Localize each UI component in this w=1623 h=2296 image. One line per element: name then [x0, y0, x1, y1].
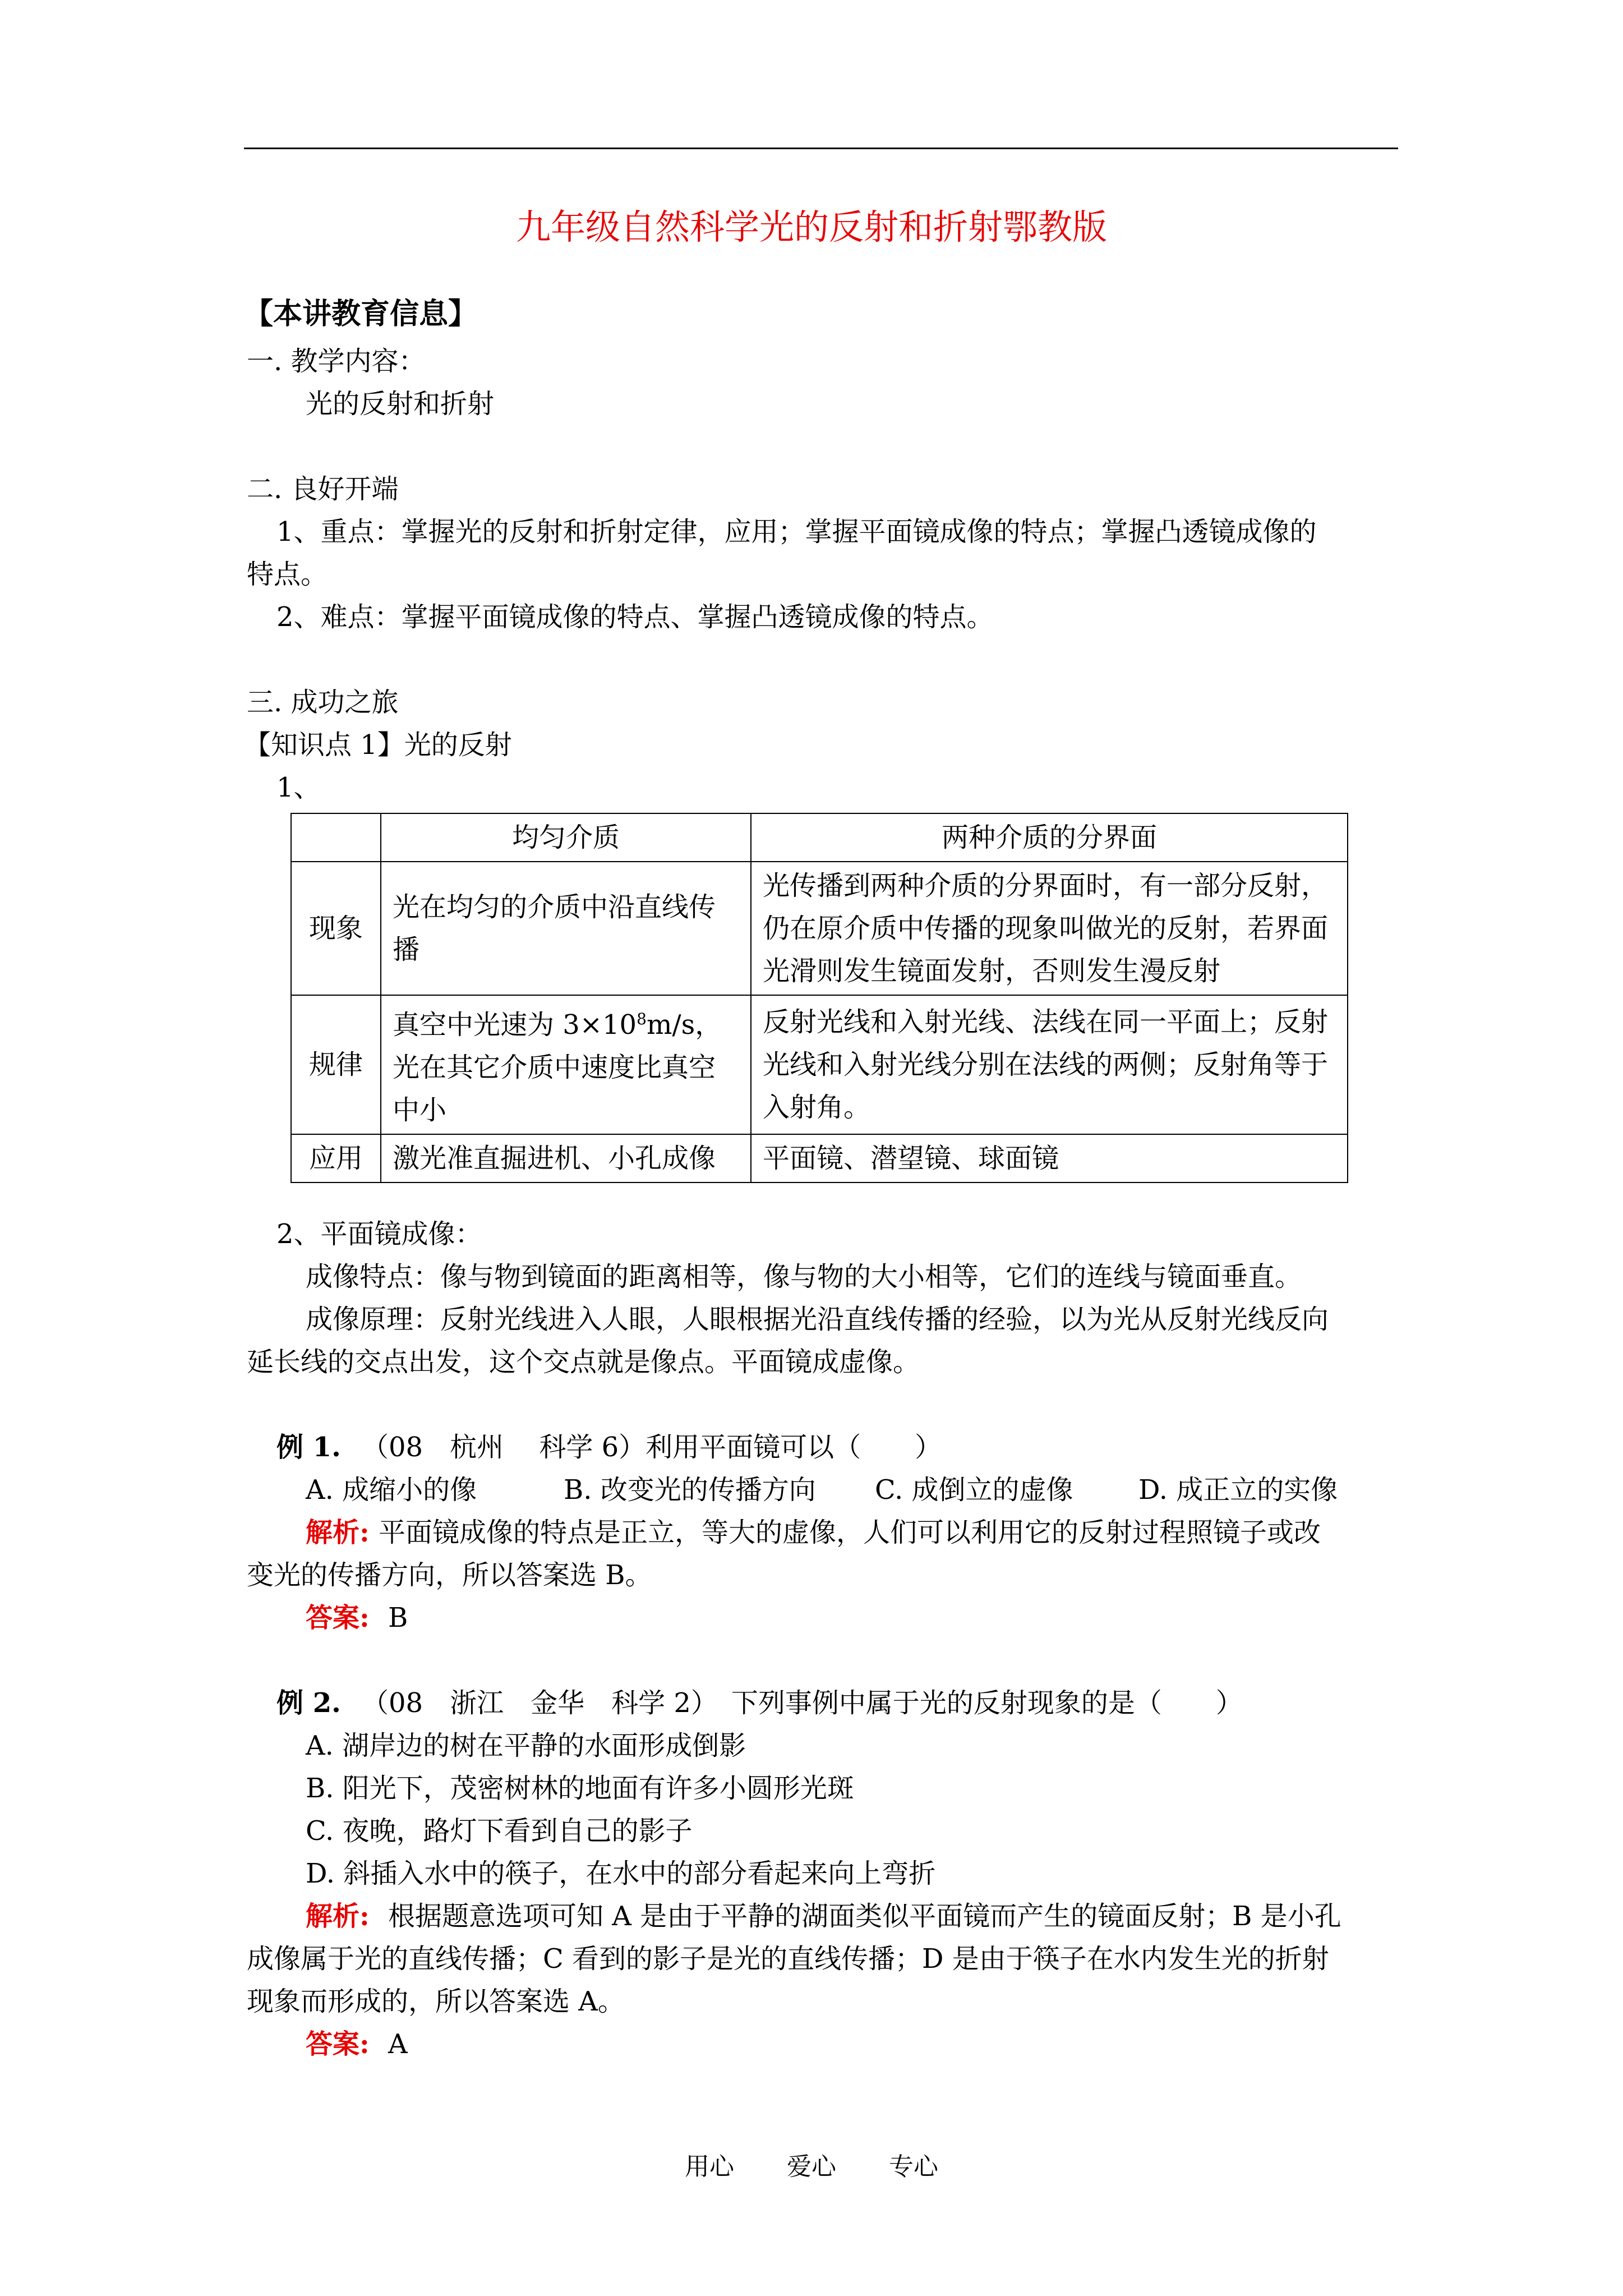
table-cell: 反射光线和入射光线、法线在同一平面上；反射光线和入射光线分别在法线的两侧；反射角等于入射角。 [751, 995, 1348, 1134]
footer-text: 爱心 [787, 2152, 836, 2181]
reflection-table [291, 813, 1348, 1183]
section-3-heading: 三. 成功之旅 [247, 687, 399, 718]
row-label: 规律 [291, 995, 381, 1134]
example-1-option-d: D. 成正立的实像 [1138, 1474, 1338, 1506]
footer-text: 专心 [889, 2152, 938, 2181]
example-1-option-a: A. 成缩小的像 [306, 1474, 477, 1506]
table-cell: 光传播到两种介质的分界面时，有一部分反射，仍在原介质中传播的现象叫做光的反射，若界面光滑则发生镜面发射，否则发生漫反射 [751, 862, 1348, 995]
table-header-cell [291, 813, 381, 862]
table-row [291, 995, 1348, 1134]
example-2-label: 例 2. [276, 1687, 341, 1719]
item-2-features: 成像特点：像与物到镜面的距离相等，像与物的大小相等，它们的连线与镜面垂直。 [306, 1261, 1302, 1292]
item-2-heading: 2、平面镜成像： [276, 1218, 482, 1250]
section-2-point-2: 2、难点：掌握平面镜成像的特点、掌握凸透镜成像的特点。 [276, 601, 994, 633]
exponent: 8 [637, 1010, 647, 1028]
example-2-analysis-label: 解析: [306, 1901, 370, 1932]
example-2-question: （08 浙江 金华 科学 2） 下列事例中属于光的反射现象的是（ ） [362, 1687, 1243, 1719]
footer-text: 用心 [685, 2152, 734, 2181]
example-1-analysis-label: 解析: [306, 1517, 370, 1548]
table-row [291, 862, 1348, 995]
example-1-label: 例 1. [276, 1432, 341, 1463]
example-2-option-c: C. 夜晚，路灯下看到自己的影子 [306, 1815, 693, 1847]
section-1-heading: 一. 教学内容： [247, 346, 426, 377]
example-1-question: （08 杭州 科学 6）利用平面镜可以（ ） [362, 1432, 942, 1463]
table-cell: 平面镜、潜望镜、球面镜 [751, 1134, 1348, 1182]
item-2-principle-cont: 延长线的交点出发，这个交点就是像点。平面镜成虚像。 [247, 1346, 920, 1378]
speed-text-cont: m/s，光在其它介质中速度比真空中小 [393, 1009, 722, 1126]
example-1-analysis: 平面镜成像的特点是正立，等大的虚像，人们可以利用它的反射过程照镜子或改 [379, 1517, 1321, 1548]
table-header-cell: 两种介质的分界面 [751, 813, 1348, 862]
table-header-cell: 均匀介质 [381, 813, 751, 862]
page-footer [0, 2147, 1623, 2187]
example-2-answer-label: 答案: [306, 2028, 370, 2060]
example-2-answer: A [388, 2028, 408, 2060]
section-2-point-1-cont: 特点。 [247, 559, 328, 590]
example-2-analysis-cont-2: 现象而形成的，所以答案选 A。 [247, 1986, 625, 2017]
example-2-option-b: B. 阳光下，茂密树林的地面有许多小圆形光斑 [306, 1773, 854, 1804]
header-rule [244, 148, 1398, 149]
page-title: 九年级自然科学光的反射和折射鄂教版 [515, 206, 1107, 247]
knowledge-point-1: 【知识点 1】光的反射 [244, 729, 512, 761]
info-header: 【本讲教育信息】 [244, 297, 478, 331]
table-header-row [291, 813, 1348, 862]
example-2-option-d: D. 斜插入水中的筷子，在水中的部分看起来向上弯折 [306, 1858, 936, 1889]
item-1-label: 1、 [276, 772, 321, 803]
item-2-principle: 成像原理：反射光线进入人眼，人眼根据光沿直线传播的经验，以为光从反射光线反向 [306, 1304, 1329, 1335]
table-cell: 光在均匀的介质中沿直线传播 [381, 862, 751, 995]
table-cell: 激光准直掘进机、小孔成像 [381, 1134, 751, 1182]
example-1-answer-label: 答案: [306, 1602, 370, 1634]
row-label: 现象 [291, 862, 381, 995]
table-row [291, 1134, 1348, 1182]
example-1-answer: B [388, 1602, 408, 1634]
section-1-body: 光的反射和折射 [306, 388, 495, 420]
section-2-heading: 二. 良好开端 [247, 473, 399, 505]
example-2-option-a: A. 湖岸边的树在平静的水面形成倒影 [306, 1730, 746, 1761]
section-2-point-1: 1、重点：掌握光的反射和折射定律，应用；掌握平面镜成像的特点；掌握凸透镜成像的 [276, 516, 1317, 547]
example-1-analysis-cont: 变光的传播方向，所以答案选 B。 [247, 1559, 652, 1591]
example-1-option-b: B. 改变光的传播方向 [564, 1474, 816, 1506]
speed-text: 真空中光速为 3×10 [393, 1009, 637, 1041]
example-1-option-c: C. 成倒立的虚像 [875, 1474, 1073, 1506]
example-2-analysis: 根据题意选项可知 A 是由于平静的湖面类似平面镜而产生的镜面反射；B 是小孔 [388, 1901, 1341, 1932]
example-2-analysis-cont-1: 成像属于光的直线传播；C 看到的影子是光的直线传播；D 是由于筷子在水内发生光的折射 [247, 1943, 1329, 1975]
table-cell [381, 995, 751, 1134]
row-label: 应用 [291, 1134, 381, 1182]
